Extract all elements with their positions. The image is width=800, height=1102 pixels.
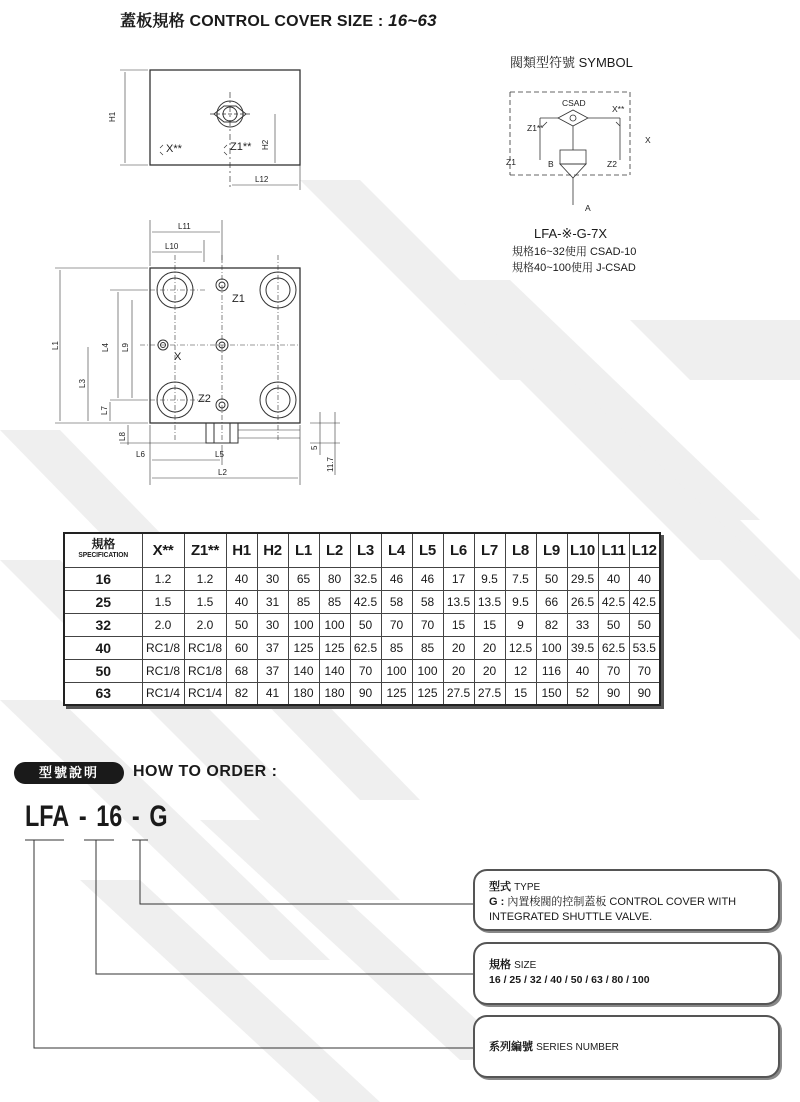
model-code-size: 16 xyxy=(96,800,123,833)
spec-table-cell: RC1/4 xyxy=(184,682,226,705)
spec-table-cell: RC1/8 xyxy=(142,636,184,659)
size-box-title-en: SIZE xyxy=(514,960,537,971)
title-en: CONTROL COVER SIZE : xyxy=(189,13,384,30)
technical-drawing xyxy=(0,0,800,520)
spec-table-cell: 100 xyxy=(412,659,443,682)
spec-table-cell: 26.5 xyxy=(567,590,598,613)
spec-table-cell: 40 xyxy=(226,590,257,613)
size-box xyxy=(473,942,780,1005)
spec-table-cell: 41 xyxy=(257,682,288,705)
spec-table-cell: 33 xyxy=(567,613,598,636)
spec-col-header: L4 xyxy=(381,533,412,567)
series-box-title-en: SERIES NUMBER xyxy=(536,1042,619,1053)
model-code xyxy=(25,800,168,834)
spec-table-cell: 29.5 xyxy=(567,567,598,590)
symbol-notes xyxy=(512,226,636,276)
spec-col-header: L10 xyxy=(567,533,598,567)
spec-table-cell: 100 xyxy=(288,613,319,636)
spec-table-cell: 70 xyxy=(350,659,381,682)
dim-l5: L5 xyxy=(215,450,224,459)
spec-table-cell: 50 xyxy=(629,613,660,636)
spec-row-size: 50 xyxy=(64,659,142,682)
spec-table-cell: 85 xyxy=(381,636,412,659)
spec-table-head-cell xyxy=(64,533,142,567)
spec-col-header: L7 xyxy=(474,533,505,567)
spec-table-cell: 125 xyxy=(381,682,412,705)
dim-l3: L3 xyxy=(78,379,87,388)
spec-table-cell: 20 xyxy=(474,659,505,682)
dim-l6: L6 xyxy=(136,450,145,459)
spec-table-cell: 85 xyxy=(412,636,443,659)
spec-col-header: L11 xyxy=(598,533,629,567)
spec-col-header: L5 xyxy=(412,533,443,567)
series-box xyxy=(473,1015,780,1078)
spec-head-cn: 規格 xyxy=(91,537,115,552)
spec-col-header: L2 xyxy=(319,533,350,567)
spec-table-cell: 30 xyxy=(257,567,288,590)
dim-5: 5 xyxy=(310,445,319,450)
dim-h1: H1 xyxy=(108,111,117,122)
spec-table-cell: 32.5 xyxy=(350,567,381,590)
spec-table-cell: 9 xyxy=(505,613,536,636)
symbol-z1-star-label: Z1** xyxy=(527,123,544,133)
spec-table-cell: 30 xyxy=(257,613,288,636)
spec-table-cell: 62.5 xyxy=(598,636,629,659)
spec-table-cell: 125 xyxy=(412,682,443,705)
spec-col-header: L9 xyxy=(536,533,567,567)
spec-table-cell: 7.5 xyxy=(505,567,536,590)
spec-table-cell: 68 xyxy=(226,659,257,682)
spec-col-header: L1 xyxy=(288,533,319,567)
spec-table-cell: 42.5 xyxy=(629,590,660,613)
spec-table-cell: RC1/8 xyxy=(142,659,184,682)
title-cn: 蓋板規格 xyxy=(120,13,185,30)
dim-l10: L10 xyxy=(165,242,179,251)
symbol-x-label: X xyxy=(645,135,651,145)
symbol-title: 閥類型符號 SYMBOL xyxy=(510,55,633,70)
spec-table-cell: 37 xyxy=(257,636,288,659)
type-box-desc-en-1: CONTROL COVER WITH xyxy=(609,896,737,908)
spec-table-cell: 100 xyxy=(319,613,350,636)
type-box-desc-cn: 內置梭閥的控制蓋板 xyxy=(507,896,607,908)
spec-table-cell: 100 xyxy=(536,636,567,659)
spec-table-cell: 1.2 xyxy=(184,567,226,590)
spec-table-cell: 1.5 xyxy=(142,590,184,613)
symbol-x-star-label: X** xyxy=(612,104,625,114)
spec-table-cell: 12.5 xyxy=(505,636,536,659)
model-code-dash-2: - xyxy=(131,800,140,833)
spec-table-row xyxy=(64,567,660,590)
symbol-note-2: 規格40~100使用 J-CSAD xyxy=(512,262,636,274)
spec-table-cell: 40 xyxy=(226,567,257,590)
spec-table-cell: 180 xyxy=(288,682,319,705)
spec-table-cell: 46 xyxy=(412,567,443,590)
spec-table-cell: 62.5 xyxy=(350,636,381,659)
port-x-star-top: X** xyxy=(166,143,182,155)
spec-table-cell: 15 xyxy=(505,682,536,705)
spec-table-cell: 70 xyxy=(381,613,412,636)
spec-row-size: 25 xyxy=(64,590,142,613)
spec-table-cell: RC1/8 xyxy=(184,636,226,659)
symbol-z1-label: Z1 xyxy=(506,157,516,167)
spec-table-cell: 15 xyxy=(443,613,474,636)
spec-table-cell: 50 xyxy=(598,613,629,636)
spec-row-size: 40 xyxy=(64,636,142,659)
spec-table-cell: 100 xyxy=(381,659,412,682)
spec-col-header: L8 xyxy=(505,533,536,567)
spec-table-cell: 42.5 xyxy=(350,590,381,613)
symbol-b-label: B xyxy=(548,159,554,169)
spec-table-cell: 27.5 xyxy=(443,682,474,705)
symbol-note-1: 規格16~32使用 CSAD-10 xyxy=(512,246,637,258)
type-box-title-en: TYPE xyxy=(514,882,541,893)
dim-l8: L8 xyxy=(118,432,127,441)
dim-l1: L1 xyxy=(51,341,60,350)
symbol-model: LFA-※-G-7X xyxy=(534,226,608,241)
spec-table-row xyxy=(64,590,660,613)
spec-table-body xyxy=(64,567,660,705)
port-z1-star-top: Z1** xyxy=(230,141,252,153)
spec-table-row xyxy=(64,636,660,659)
spec-table-cell: 20 xyxy=(474,636,505,659)
spec-table-cell: 2.0 xyxy=(142,613,184,636)
spec-table-row xyxy=(64,613,660,636)
spec-table-cell: 66 xyxy=(536,590,567,613)
spec-table-cell: 70 xyxy=(412,613,443,636)
spec-table-cell: 50 xyxy=(350,613,381,636)
spec-col-header: X** xyxy=(142,533,184,567)
size-box-title-cn: 規格 xyxy=(489,959,511,971)
spec-table-cell: 140 xyxy=(319,659,350,682)
spec-table-cell: 9.5 xyxy=(505,590,536,613)
spec-table-cell: 1.5 xyxy=(184,590,226,613)
spec-table-cell: 40 xyxy=(629,567,660,590)
spec-table-cell: 17 xyxy=(443,567,474,590)
spec-table-cell: 60 xyxy=(226,636,257,659)
port-z1-main: Z1 xyxy=(232,293,245,305)
spec-table-cell: 39.5 xyxy=(567,636,598,659)
order-badge: 型號說明 xyxy=(14,762,124,784)
dim-l7: L7 xyxy=(100,406,109,415)
spec-table-row xyxy=(64,682,660,705)
title-size-range: 16~63 xyxy=(388,11,437,30)
dim-l9: L9 xyxy=(121,343,130,352)
spec-table-cell: 70 xyxy=(629,659,660,682)
spec-head-en: SPECIFICATION xyxy=(78,552,129,560)
type-box-key: G : xyxy=(489,896,505,908)
spec-table xyxy=(63,532,661,706)
spec-table-cell: 12 xyxy=(505,659,536,682)
model-code-type: G xyxy=(149,800,168,833)
spec-table-cell: 90 xyxy=(629,682,660,705)
spec-table-cell: 65 xyxy=(288,567,319,590)
dim-l12: L12 xyxy=(255,175,269,184)
spec-table-cell: RC1/4 xyxy=(142,682,184,705)
spec-table-cell: 40 xyxy=(567,659,598,682)
spec-row-size: 16 xyxy=(64,567,142,590)
spec-table-header-row xyxy=(64,533,660,567)
spec-table-cell: 90 xyxy=(598,682,629,705)
series-box-title-cn: 系列編號 xyxy=(489,1041,533,1053)
spec-table-cell: 2.0 xyxy=(184,613,226,636)
spec-table-cell: 116 xyxy=(536,659,567,682)
dim-l11: L11 xyxy=(178,222,191,231)
spec-table-cell: 58 xyxy=(381,590,412,613)
spec-table-cell: 125 xyxy=(319,636,350,659)
spec-col-header: L6 xyxy=(443,533,474,567)
spec-table-cell: RC1/8 xyxy=(184,659,226,682)
spec-table-cell: 13.5 xyxy=(443,590,474,613)
dim-h2: H2 xyxy=(261,139,270,150)
spec-table-cell: 150 xyxy=(536,682,567,705)
spec-table-cell: 13.5 xyxy=(474,590,505,613)
spec-table-cell: 58 xyxy=(412,590,443,613)
dim-l4: L4 xyxy=(101,343,110,352)
spec-table-cell: 80 xyxy=(319,567,350,590)
spec-table-cell: 40 xyxy=(598,567,629,590)
model-code-dash-1: - xyxy=(78,800,87,833)
spec-table-cell: 53.5 xyxy=(629,636,660,659)
symbol-z2-label: Z2 xyxy=(607,159,617,169)
type-box xyxy=(473,869,780,931)
spec-table-cell: 15 xyxy=(474,613,505,636)
spec-table-cell: 20 xyxy=(443,659,474,682)
type-box-desc-en-2: INTEGRATED SHUTTLE VALVE. xyxy=(489,911,653,923)
spec-table-cell: 27.5 xyxy=(474,682,505,705)
spec-table-cell: 9.5 xyxy=(474,567,505,590)
spec-row-size: 63 xyxy=(64,682,142,705)
spec-table-row xyxy=(64,659,660,682)
port-z2-main: Z2 xyxy=(198,393,211,405)
spec-table-cell: 37 xyxy=(257,659,288,682)
spec-table-cell: 82 xyxy=(226,682,257,705)
spec-table-cell: 31 xyxy=(257,590,288,613)
spec-table-cell: 42.5 xyxy=(598,590,629,613)
order-title: HOW TO ORDER : xyxy=(133,763,278,780)
spec-row-size: 32 xyxy=(64,613,142,636)
spec-table-cell: 180 xyxy=(319,682,350,705)
type-box-title-cn: 型式 xyxy=(489,881,511,893)
spec-table-cell: 52 xyxy=(567,682,598,705)
spec-col-header: H1 xyxy=(226,533,257,567)
spec-table-cell: 85 xyxy=(288,590,319,613)
spec-table-cell: 140 xyxy=(288,659,319,682)
dim-l2: L2 xyxy=(218,468,227,477)
spec-col-header: L3 xyxy=(350,533,381,567)
spec-table-cell: 46 xyxy=(381,567,412,590)
spec-table-cell: 90 xyxy=(350,682,381,705)
spec-table-cell: 1.2 xyxy=(142,567,184,590)
symbol-csad-label: CSAD xyxy=(562,98,586,108)
spec-col-header: H2 xyxy=(257,533,288,567)
spec-table-cell: 20 xyxy=(443,636,474,659)
spec-table-cell: 50 xyxy=(536,567,567,590)
spec-col-header: Z1** xyxy=(184,533,226,567)
dim-11-7: 11.7 xyxy=(326,457,335,472)
model-code-series: LFA xyxy=(25,800,70,833)
spec-table-cell: 50 xyxy=(226,613,257,636)
spec-table-cell: 85 xyxy=(319,590,350,613)
port-x-main: X xyxy=(174,351,182,363)
symbol-a-label: A xyxy=(585,203,591,213)
spec-table-cell: 70 xyxy=(598,659,629,682)
spec-col-header: L12 xyxy=(629,533,660,567)
spec-table-cell: 125 xyxy=(288,636,319,659)
size-box-sizes: 16 / 25 / 32 / 40 / 50 / 63 / 80 / 100 xyxy=(489,974,650,986)
spec-table-cell: 82 xyxy=(536,613,567,636)
